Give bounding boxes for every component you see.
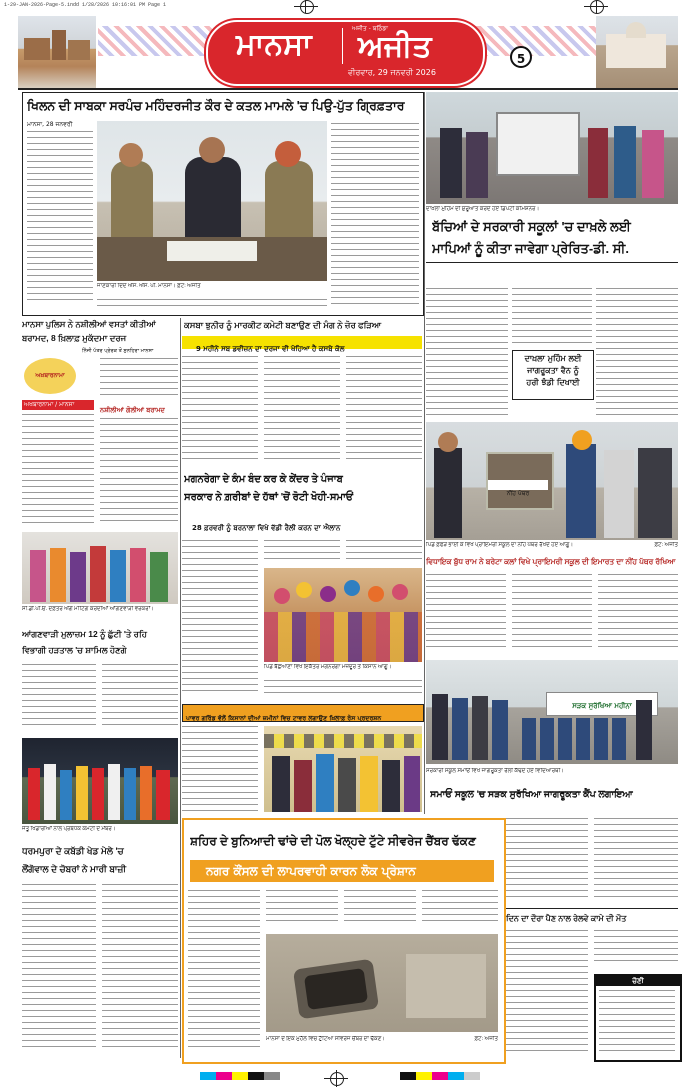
mgnrega-text-col1 [182,540,258,696]
right-text-col2 [594,818,678,902]
drugs-text-col1 [22,414,94,526]
market-story [182,318,422,468]
market-subhead: 9 ਮਹੀਨੇ ਸਬ ਡਵੀਜ਼ਨ ਦਾ ਦਰਜਾ ਵੀ ਖੋਹਿਆ ਹੈ ਕਸਬੇ ਕੋਲ [196,345,345,353]
drugs-byline: ਨਿੱਜੀ ਪੱਤਰ ਪ੍ਰੇਰਕ ਤੋਂ ਸੁਨਹਿਰਾ ਮਾਨਸਾ [82,348,154,354]
road-safety-headline: ਸਮਾਓਂ ਸਕੂਲ 'ਚ ਸੜਕ ਸੁਰੱਖਿਆ ਜਾਗਰੂਕਤਾ ਕੈਂਪ ਲਗਾਇਆ [430,789,633,800]
anganwadi-text-col2 [102,664,178,732]
drugs-headline-1: ਮਾਨਸਾ ਪੁਲਿਸ ਨੇ ਨਸ਼ੀਲੀਆਂ ਵਸਤਾਂ ਕੀਤੀਆਂ [22,319,156,329]
cold-headline: ਦਿਨ ਦਾ ਦੌਰਾ ਪੈਣ ਨਾਲ ਰੇਲਵੇ ਕਾਮੇ ਦੀ ਮੌਤ [506,914,627,923]
mgnrega-text-col3 [346,540,422,564]
vidhayak-headline: ਵਿਧਾਇਕ ਬੁੱਧ ਰਾਮ ਨੇ ਬਰੇਟਾ ਕਲਾਂ ਵਿਖੇ ਪ੍ਰਾਇਮਰੀ ਸਕੂਲ ਦੀ ਇਮਾਰਤ ਦਾ ਨੀਂਹ ਪੱਥਰ ਰੱਖਿਆ [426,557,676,566]
lead-dateline: ਮਾਨਸਾ, 28 ਜਨਵਰੀ [27,121,73,128]
sewerage-story [182,818,506,1064]
vidhayak-text-col3 [598,574,678,652]
anganwadi-caption: ਸੀ.ਡੀ.ਪੀ.ਓ. ਦਫ਼ਤਰ ਅੱਗੇ ਮੀਟਿੰਗ ਕਰਦੀਆਂ ਆਂਗਣਵਾੜੀ ਵਰਕਰਾਂ। [22,606,154,612]
sewerage-headline: ਸ਼ਹਿਰ ਦੇ ਬੁਨਿਆਦੀ ਢਾਂਚੇ ਦੀ ਪੋਲ ਖੋਲ੍ਹਦੇ ਟੁੱਟੇ ਸੀਵਰੇਜ ਚੈਂਬਰ ਢੱਕਣ [190,834,476,848]
print-info: 1-29-JAN-2026-Page-5.indd 1/28/2026 10:16:01 PM Page 1 [4,2,167,8]
sewerage-subhead: ਨਗਰ ਕੌਂਸਲ ਦੀ ਲਾਪਰਵਾਹੀ ਕਾਰਨ ਲੋਕ ਪ੍ਰੇਸ਼ਾਨ [206,864,416,878]
school-story [426,92,678,422]
registration-mark [300,0,314,14]
sewerage-photo [266,934,498,1032]
lead-headline: ਖਿਲਨ ਦੀ ਸਾਬਕਾ ਸਰਪੰਚ ਮਹਿੰਦਰਜੀਤ ਕੌਰ ਦੇ ਕਤਲ ਮਾਮਲੇ 'ਚ ਪਿਉ-ਪੁੱਤ ਗ੍ਰਿਫ਼ਤਾਰ [27,99,405,113]
masthead-logo [206,20,485,86]
lead-story [22,92,424,316]
statue-photo [426,422,678,540]
sports-headline-2: ਲੌਂਗੋਵਾਲ ਦੇ ਚੋਬਰਾਂ ਨੇ ਮਾਰੀ ਬਾਜ਼ੀ [22,864,127,874]
lead-text-col3 [331,123,419,309]
protest-text-col1 [182,726,258,816]
market-text-col3 [346,356,422,466]
masthead-supplement: ਅਜੀਤ - ਬਠਿੰਡਾ [352,25,388,32]
cold-text-col2 [594,930,678,970]
sports-headline-1: ਧਰਮਪੁਰਾ ਦੇ ਕਬੱਡੀ ਖੇਡ ਮੇਲੇ 'ਚ [22,846,124,856]
notice-title: ਚੋਣੀ [596,976,680,986]
sewerage-caption: ਮਾਨਸਾ ਦੇ ਇਕ ਮੁਹੱਲੇ ਵਿਚ ਟੁੱਟਿਆ ਸੀਵਰੇਜ ਚੈਂਬਰ ਦਾ ਢੱਕਣ। [266,1036,386,1042]
road-safety-banner: ਸੜਕ ਸੁਰੱਖਿਆ ਮਹੀਨਾ [572,702,632,710]
sewerage-text-col1 [188,890,260,1056]
drugs-headline-2: ਬਰਾਮਦ, 8 ਖ਼ਿਲਾਫ਼ ਮੁਕੱਦਮਾ ਦਰਜ [22,333,127,343]
vidhayak-text-col1 [426,574,506,652]
drugs-section-tag: ਅਖਬਾਰਨਾਮਾ / ਮਾਨਸਾ [22,400,94,410]
school-text-col2 [512,288,592,348]
sports-story [22,738,178,1058]
sports-text-col2 [102,884,178,1056]
anganwadi-headline-1: ਆਂਗਣਵਾੜੀ ਮੁਲਾਜ਼ਮ 12 ਨੂੰ ਛੁੱਟੀ 'ਤੇ ਰਹਿ [22,629,147,639]
masthead-fort-photo [18,16,96,88]
vidhayak-text-col2 [512,574,592,652]
sewerage-subhead-bar [190,860,494,882]
road-safety-story [426,660,678,812]
anganwadi-photo [22,532,178,604]
market-headline: ਕਸਬਾ ਝੁਨੀਰ ਨੂੰ ਮਾਰਕੀਟ ਕਮੇਟੀ ਬਣਾਉਣ ਦੀ ਮੰਗ ਨੇ ਜ਼ੋਰ ਫੜਿਆ [184,320,382,330]
lead-text-bottom [97,299,327,311]
drugs-text-col2b [100,418,178,526]
market-subhead-bar [182,336,422,353]
mgnrega-photo-caption: ਪਿੰਡ ਬੱਛੋਆਣਾ ਵਿਖੇ ਇਕੱਤਰ ਮਗਨਰੇਗਾ ਮਜ਼ਦੂਰ ਤੇ ਕਿਸਾਨ ਆਗੂ। [264,664,392,670]
school-text-col1 [426,288,508,418]
lead-photo [97,121,327,281]
sports-caption: ਜੇਤੂ ਖਿਡਾਰੀਆਂ ਨਾਲ ਪ੍ਰਬੰਧਕ ਕਮੇਟੀ ਦੇ ਮੈਂਬਰ। [22,826,116,832]
school-caption: ਦਾਖ਼ਲਾ ਮੁਹਿੰਮ ਦੀ ਸ਼ੁਰੂਆਤ ਕਰਦੇ ਹੋਏ ਡਿਪਟੀ ਕਮਿਸ਼ਨਰ। [426,206,540,212]
statue-story [426,422,678,654]
protest-headline-bar [182,704,424,722]
school-headline-2: ਮਾਪਿਆਂ ਨੂੰ ਕੀਤਾ ਜਾਵੇਗਾ ਪ੍ਰੇਰਿਤ-ਡੀ. ਸੀ. [432,241,629,256]
drugs-subhead: ਨਸ਼ੀਲੀਆਂ ਗੋਲੀਆਂ ਬਰਾਮਦ [100,406,165,414]
market-text-col1 [182,356,258,466]
registration-mark-bottom [330,1072,344,1086]
sports-text-col1 [22,884,96,1056]
page-number: 5 [516,52,526,66]
right-text-col1 [506,818,588,902]
mgnrega-headline-1: ਮਗਨਰੇਗਾ ਦੇ ਕੰਮ ਬੰਦ ਕਰ ਕੇ ਕੇਂਦਰ ਤੇ ਪੰਜਾਬ [184,474,343,485]
school-text-col3 [596,288,678,418]
masthead-date: ਵੀਰਵਾਰ, 29 ਜਨਵਰੀ 2026 [348,68,436,77]
notice-box [594,974,682,1062]
mgnrega-photo [264,568,422,662]
lead-text-col1 [27,131,93,307]
sewerage-text-col3 [344,890,416,930]
market-text-col2 [264,356,340,466]
road-safety-photo [426,660,678,764]
sewerage-text-col4 [422,890,498,930]
sports-photo [22,738,178,824]
mgnrega-subhead: 28 ਫ਼ਰਵਰੀ ਨੂੰ ਬਰਨਾਲਾ ਵਿਖੇ ਵੱਡੀ ਰੈਲੀ ਕਰਨ ਦਾ ਐਲਾਨ [192,524,341,532]
anganwadi-headline-2: ਵਿਭਾਗੀ ਹੜਤਾਲ 'ਚ ਸ਼ਾਮਿਲ ਹੋਣਗੇ [22,645,127,655]
masthead [18,16,678,92]
masthead-city: ਮਾਨਸਾ [236,28,312,61]
road-safety-caption: ਸਰਕਾਰੀ ਸਕੂਲ ਸਮਾਓਂ ਵਿਖੇ ਜਾਗਰੂਕਤਾ ਰੈਲੀ ਕੱਢਦੇ ਹੋਏ ਵਿਦਿਆਰਥੀ। [426,768,565,774]
school-rally-photo [426,92,678,204]
color-bar-right [400,1072,480,1080]
protest-photo [264,726,422,812]
school-headline-1: ਬੱਚਿਆਂ ਦੇ ਸਰਕਾਰੀ ਸਕੂਲਾਂ 'ਚ ਦਾਖ਼ਲੇ ਲਈ [432,219,631,234]
anganwadi-text-col1 [22,664,96,732]
masthead-paper: ਅਜੀਤ [358,30,432,63]
lead-caption: ਜਾਣਕਾਰੀ ਦਿੰਦੇ ਐੱਸ. ਐੱਸ. ਪੀ. ਮਾਨਸਾ। ਫ਼ੋਟੋ: ਅਜੀਤ [97,283,201,289]
school-pullquote-box [512,350,594,400]
statue-caption: ਪਿੰਡ ਫ਼ਫੜੇ ਭਾਈ ਕੇ ਵਿਖੇ ਪ੍ਰਾਇਮਰੀ ਸਕੂਲ ਦਾ ਨੀਂਹ ਪੱਥਰ ਰੱਖਦੇ ਹੋਏ ਆਗੂ। [426,542,574,548]
akhbarnama-logo-text: ਅਖ਼ਬਾਰਨਾਮਾ [35,372,65,379]
statue-credit: ਫ਼ੋਟੋ: ਅਜੀਤ [654,542,678,548]
mgnrega-headline-2: ਸਰਕਾਰ ਨੇ ਗ਼ਰੀਬਾਂ ਦੇ ਹੱਥਾਂ 'ਚੋਂ ਰੋਟੀ ਖੋਹੀ-ਸਮਾਓਂ [184,492,354,503]
cold-text-col1 [506,930,588,1058]
drugs-story [22,318,178,528]
drugs-text-col2 [100,358,178,402]
school-box-line-1: ਦਾਖ਼ਲਾ ਮੁਹਿੰਮ ਲਈ [524,354,582,363]
right-bottom-column [506,818,678,1060]
protest-story [182,704,422,816]
mgnrega-story [182,472,422,700]
anganwadi-story [22,532,178,734]
color-bar [200,1072,280,1080]
mgnrega-text-col2 [264,540,340,564]
statue-plaque: ਨੀਂਹ ਪੱਥਰ [506,490,530,497]
page-number-badge [510,46,532,68]
mgnrega-text-bottom [264,680,422,698]
school-box-line-2: ਜਾਗਰੂਕਤਾ ਵੈਨ ਨੂੰ [527,366,579,375]
masthead-gurdwara-photo [596,16,678,88]
sewerage-text-col2 [266,890,338,930]
sewerage-credit: ਫ਼ੋਟੋ: ਅਜੀਤ [474,1036,498,1042]
school-box-line-3: ਹਰੀ ਝੰਡੀ ਦਿਖਾਈ [526,378,580,387]
akhbarnama-logo [24,358,76,394]
protest-headline: ਪਾਵਰ ਗਰਿੱਡ ਵੱਲੋਂ ਕਿਸਾਨਾਂ ਦੀਆਂ ਜ਼ਮੀਨਾਂ ਵਿਚ ਟਾਵਰ ਲਗਾਉਣ ਖ਼ਿਲਾਫ਼ ਰੋਸ ਪ੍ਰਦਰਸ਼ਨ [186,715,382,722]
registration-mark-right [590,0,604,14]
